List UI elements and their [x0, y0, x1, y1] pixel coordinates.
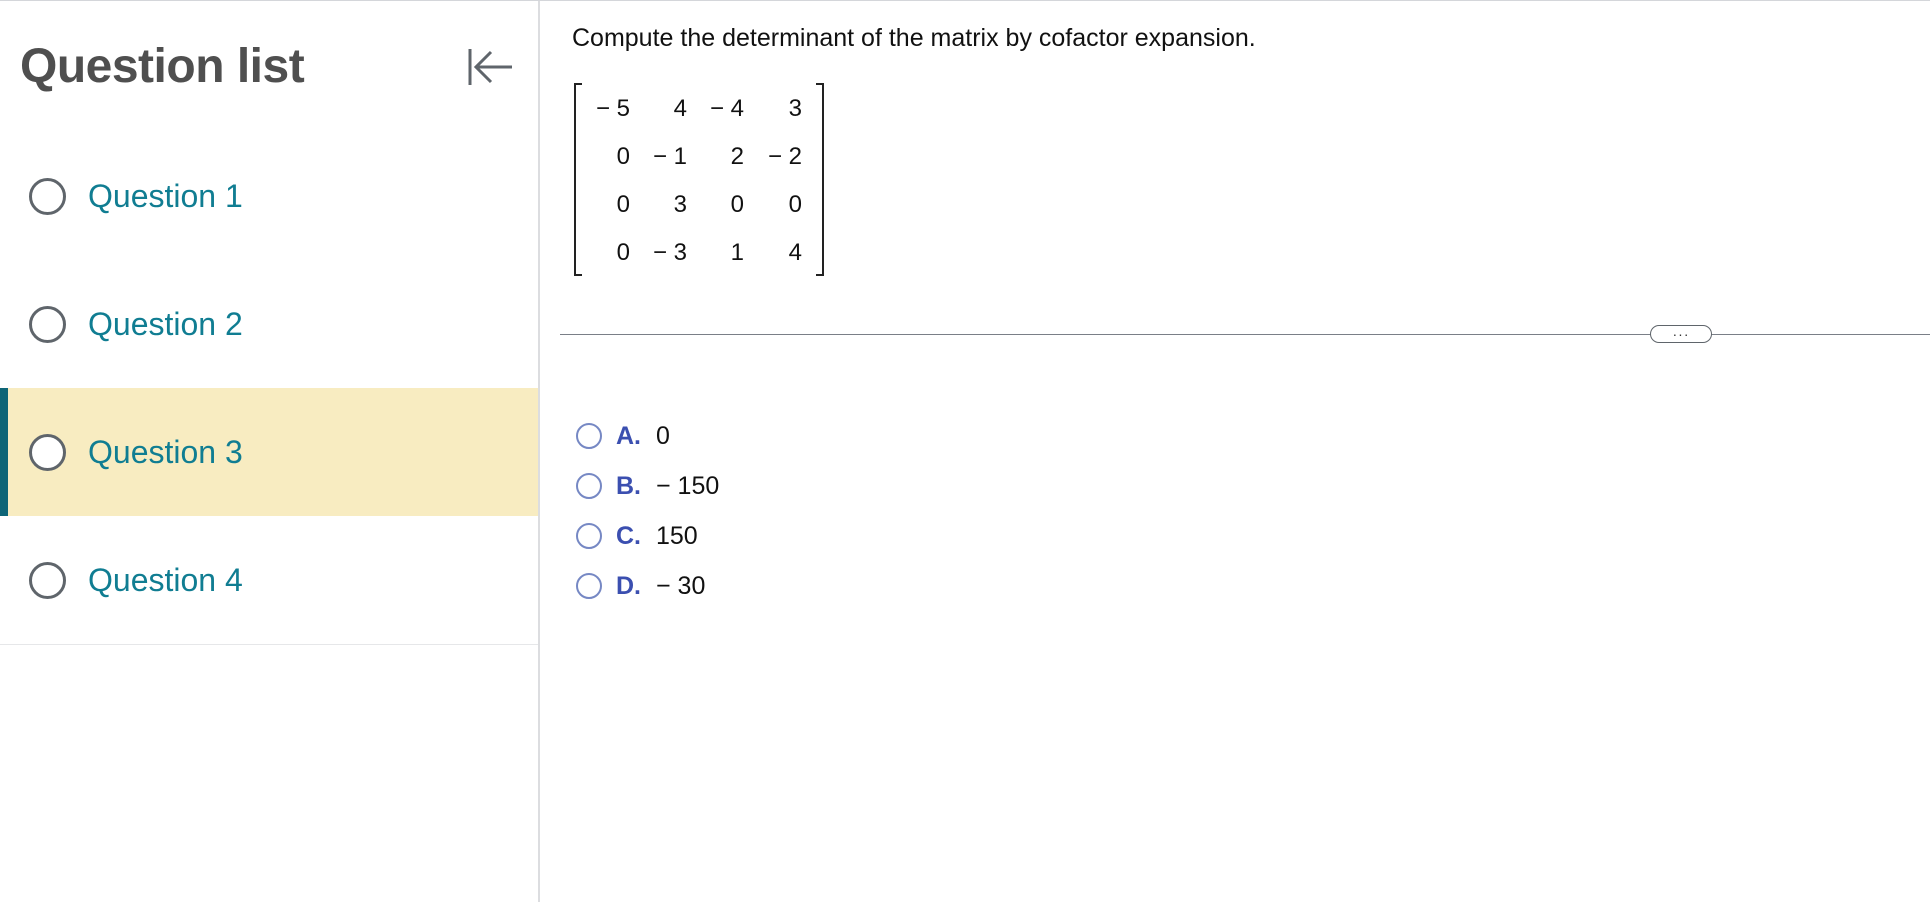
question-label: Question 1: [88, 177, 243, 214]
matrix-cell: 0: [616, 143, 630, 170]
option-value: − 30: [656, 571, 706, 600]
matrix-cell: 2: [730, 143, 744, 170]
more-options-button[interactable]: ···: [1650, 325, 1712, 343]
option-letter: D.: [616, 571, 641, 600]
question-list-sidebar: [0, 1, 540, 902]
matrix-cell: 4: [673, 95, 687, 122]
matrix-cell: 1: [730, 239, 744, 266]
collapse-sidebar-button[interactable]: [464, 41, 516, 93]
matrix: [574, 83, 824, 278]
question-prompt: Compute the determinant of the matrix by cofactor expansion.: [572, 24, 1256, 52]
sidebar-header: [0, 1, 538, 131]
option-c[interactable]: [576, 511, 719, 561]
question-label: Question 2: [88, 305, 243, 342]
answer-options: [576, 411, 719, 611]
option-value: 0: [656, 421, 670, 450]
status-circle-icon: [29, 306, 66, 343]
option-letter: A.: [616, 421, 641, 450]
collapse-left-icon: [464, 41, 516, 93]
option-d[interactable]: [576, 561, 719, 611]
option-a[interactable]: [576, 411, 719, 461]
matrix-cell: 4: [788, 239, 802, 266]
question-item-4[interactable]: [0, 516, 538, 644]
option-letter: C.: [616, 521, 641, 550]
matrix-cell: 0: [616, 239, 630, 266]
option-b[interactable]: [576, 461, 719, 511]
matrix-cell: − 4: [709, 95, 744, 122]
matrix-cell: 0: [616, 191, 630, 218]
option-value: − 150: [656, 471, 720, 500]
matrix-cell: 3: [673, 191, 687, 218]
option-value: 150: [656, 521, 698, 550]
radio-button-icon[interactable]: [576, 473, 602, 499]
radio-button-icon[interactable]: [576, 523, 602, 549]
content-divider: [560, 334, 1930, 335]
matrix-cell: 0: [788, 191, 802, 218]
status-circle-icon: [29, 434, 66, 471]
status-circle-icon: [29, 178, 66, 215]
matrix-cell: − 1: [652, 143, 687, 170]
matrix-cell: 0: [730, 191, 744, 218]
matrix-cell: − 2: [767, 143, 802, 170]
radio-button-icon[interactable]: [576, 423, 602, 449]
matrix-right-bracket: [816, 83, 824, 276]
matrix-cell: 3: [788, 95, 802, 122]
option-letter: B.: [616, 471, 641, 500]
matrix-cell: − 3: [652, 239, 687, 266]
question-item-3[interactable]: [0, 388, 538, 516]
question-item-1[interactable]: [0, 132, 538, 260]
sidebar-title: Question list: [20, 40, 305, 93]
question-panel: [540, 1, 1930, 902]
status-circle-icon: [29, 562, 66, 599]
question-list: [0, 132, 538, 644]
radio-button-icon[interactable]: [576, 573, 602, 599]
question-label: Question 3: [88, 433, 243, 470]
list-divider: [0, 644, 538, 645]
question-label: Question 4: [88, 561, 243, 598]
question-item-2[interactable]: [0, 260, 538, 388]
matrix-cell: − 5: [595, 95, 630, 122]
